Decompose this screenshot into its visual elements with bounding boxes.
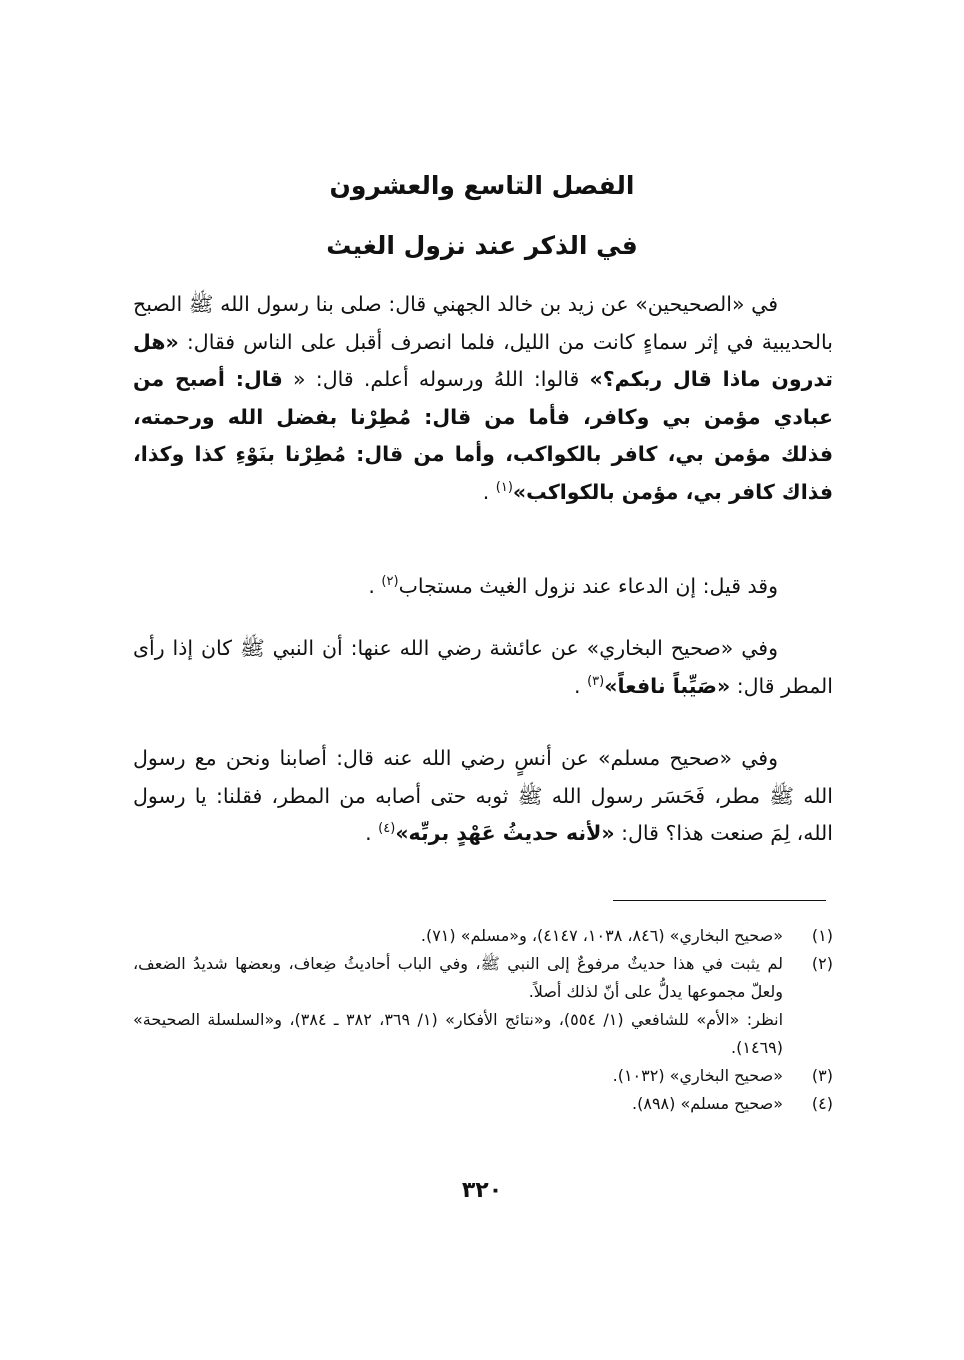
footnote-body: [133, 1062, 783, 1090]
footnote-body: [133, 922, 783, 950]
footnote-body: [133, 1090, 783, 1118]
paragraph-2-text: وقد قيل: إن الدعاء عند نزول الغيث مستجاب: [398, 574, 778, 598]
paragraph-1-hadith: قال: أصبح من عبادي مؤمن بي وكافر، فأما من قال: مُطِرْنا بفضل الله ورحمته، فذلك مؤمن بي، كافر بالكواكب، وأما من قال: مُطِرْنا بنَوْءِ كذا وكذا، فذاك كافر بي، مؤمن بالكواكب»: [133, 367, 833, 504]
footnote-ref-3: (٣): [587, 673, 605, 689]
paragraph-1-intro: في «الصحيحين» عن زيد بن خالد الجهني قال: صلى بنا رسول الله ﷺ الصبح بالحديبية في إثر سماءٍ كانت من الليل، فلما انصرف أقبل على الناس فقال:: [133, 292, 833, 354]
chapter-subtitle: في الذكر عند نزول الغيث: [326, 231, 638, 260]
footnote-text: انظر: «الأم» للشافعي (١/ ٥٥٤)، و«نتائج الأفكار» (١/ ٣٦٩، ٣٨٢ ـ ٣٨٤)، و«السلسلة الصحيحة» (١٤٦٩).: [133, 1010, 784, 1057]
footnote-item: [133, 1090, 833, 1118]
paragraph-4-end: .: [365, 821, 379, 845]
paragraph-4-text: وفي «صحيح مسلم» عن أنسٍ رضي الله عنه قال: أصابنا ونحن مع رسول الله ﷺ مطر، فَحَسَر رسول الله ﷺ ثوبه حتى أصابه من المطر، فقلنا: يا رسول الله، لِمَ صنعت هذا؟ قال:: [133, 746, 833, 845]
paragraph-1-middle: قالوا: اللهُ ورسوله أعلم. قال: «: [282, 367, 590, 391]
chapter-title: الفصل التاسع والعشرون: [329, 171, 635, 200]
paragraph-1-end: .: [482, 479, 496, 504]
paragraph-3-text: وفي «صحيح البخاري» عن عائشة رضي الله عنها: أن النبي ﷺ كان إذا رأى المطر قال:: [133, 636, 833, 698]
paragraph-2-end: .: [368, 574, 382, 598]
paragraph-4-quote: «لأنه حديثُ عَهْدٍ بربِّه»: [395, 821, 615, 845]
footnote-ref-2: (٢): [381, 574, 399, 590]
paragraph-3-quote: «صَيِّباً نافعاً»: [604, 673, 731, 698]
footnote-text: «صحيح مسلم» (٨٩٨).: [632, 1094, 783, 1113]
paragraph-2: [133, 568, 833, 606]
footnote-ref-4: (٤): [378, 821, 396, 837]
footnote-item: [133, 950, 833, 1062]
footnote-item: [133, 1062, 833, 1090]
page-number: ٣٢٠: [461, 1178, 503, 1203]
paragraph-1: [133, 286, 833, 511]
paragraph-3: [133, 630, 833, 705]
paragraph-4: [133, 740, 833, 853]
footnote-text: «صحيح البخاري» (٨٤٦، ١٠٣٨، ٤١٤٧)، و«مسلم» (٧١).: [420, 926, 783, 945]
footnote-ref-1: (١): [495, 479, 513, 495]
footnote-number: (٢): [811, 954, 833, 973]
footnote-number: (١): [811, 926, 833, 945]
footnote-text: لم يثبت في هذا حديثٌ مرفوعٌ إلى النبي ﷺ، وفي الباب أحاديثُ ضِعاف، وبعضها شديدُ الضعف، ولعلّ مجموعها يدلُّ على أنّ لذلك أصلاً.: [133, 954, 783, 1001]
footnote-item: [133, 922, 833, 950]
footnote-text: «صحيح البخاري» (١٠٣٢).: [612, 1066, 783, 1085]
paragraph-1-question: «هل تدرون ماذا قال ربكم؟»: [133, 329, 834, 391]
footnote-body: [133, 950, 783, 1062]
footnotes: [133, 922, 833, 1118]
footnote-separator: [613, 900, 826, 901]
paragraph-3-end: .: [574, 673, 588, 698]
footnote-number: (٣): [811, 1066, 833, 1085]
footnote-number: (٤): [811, 1094, 833, 1113]
